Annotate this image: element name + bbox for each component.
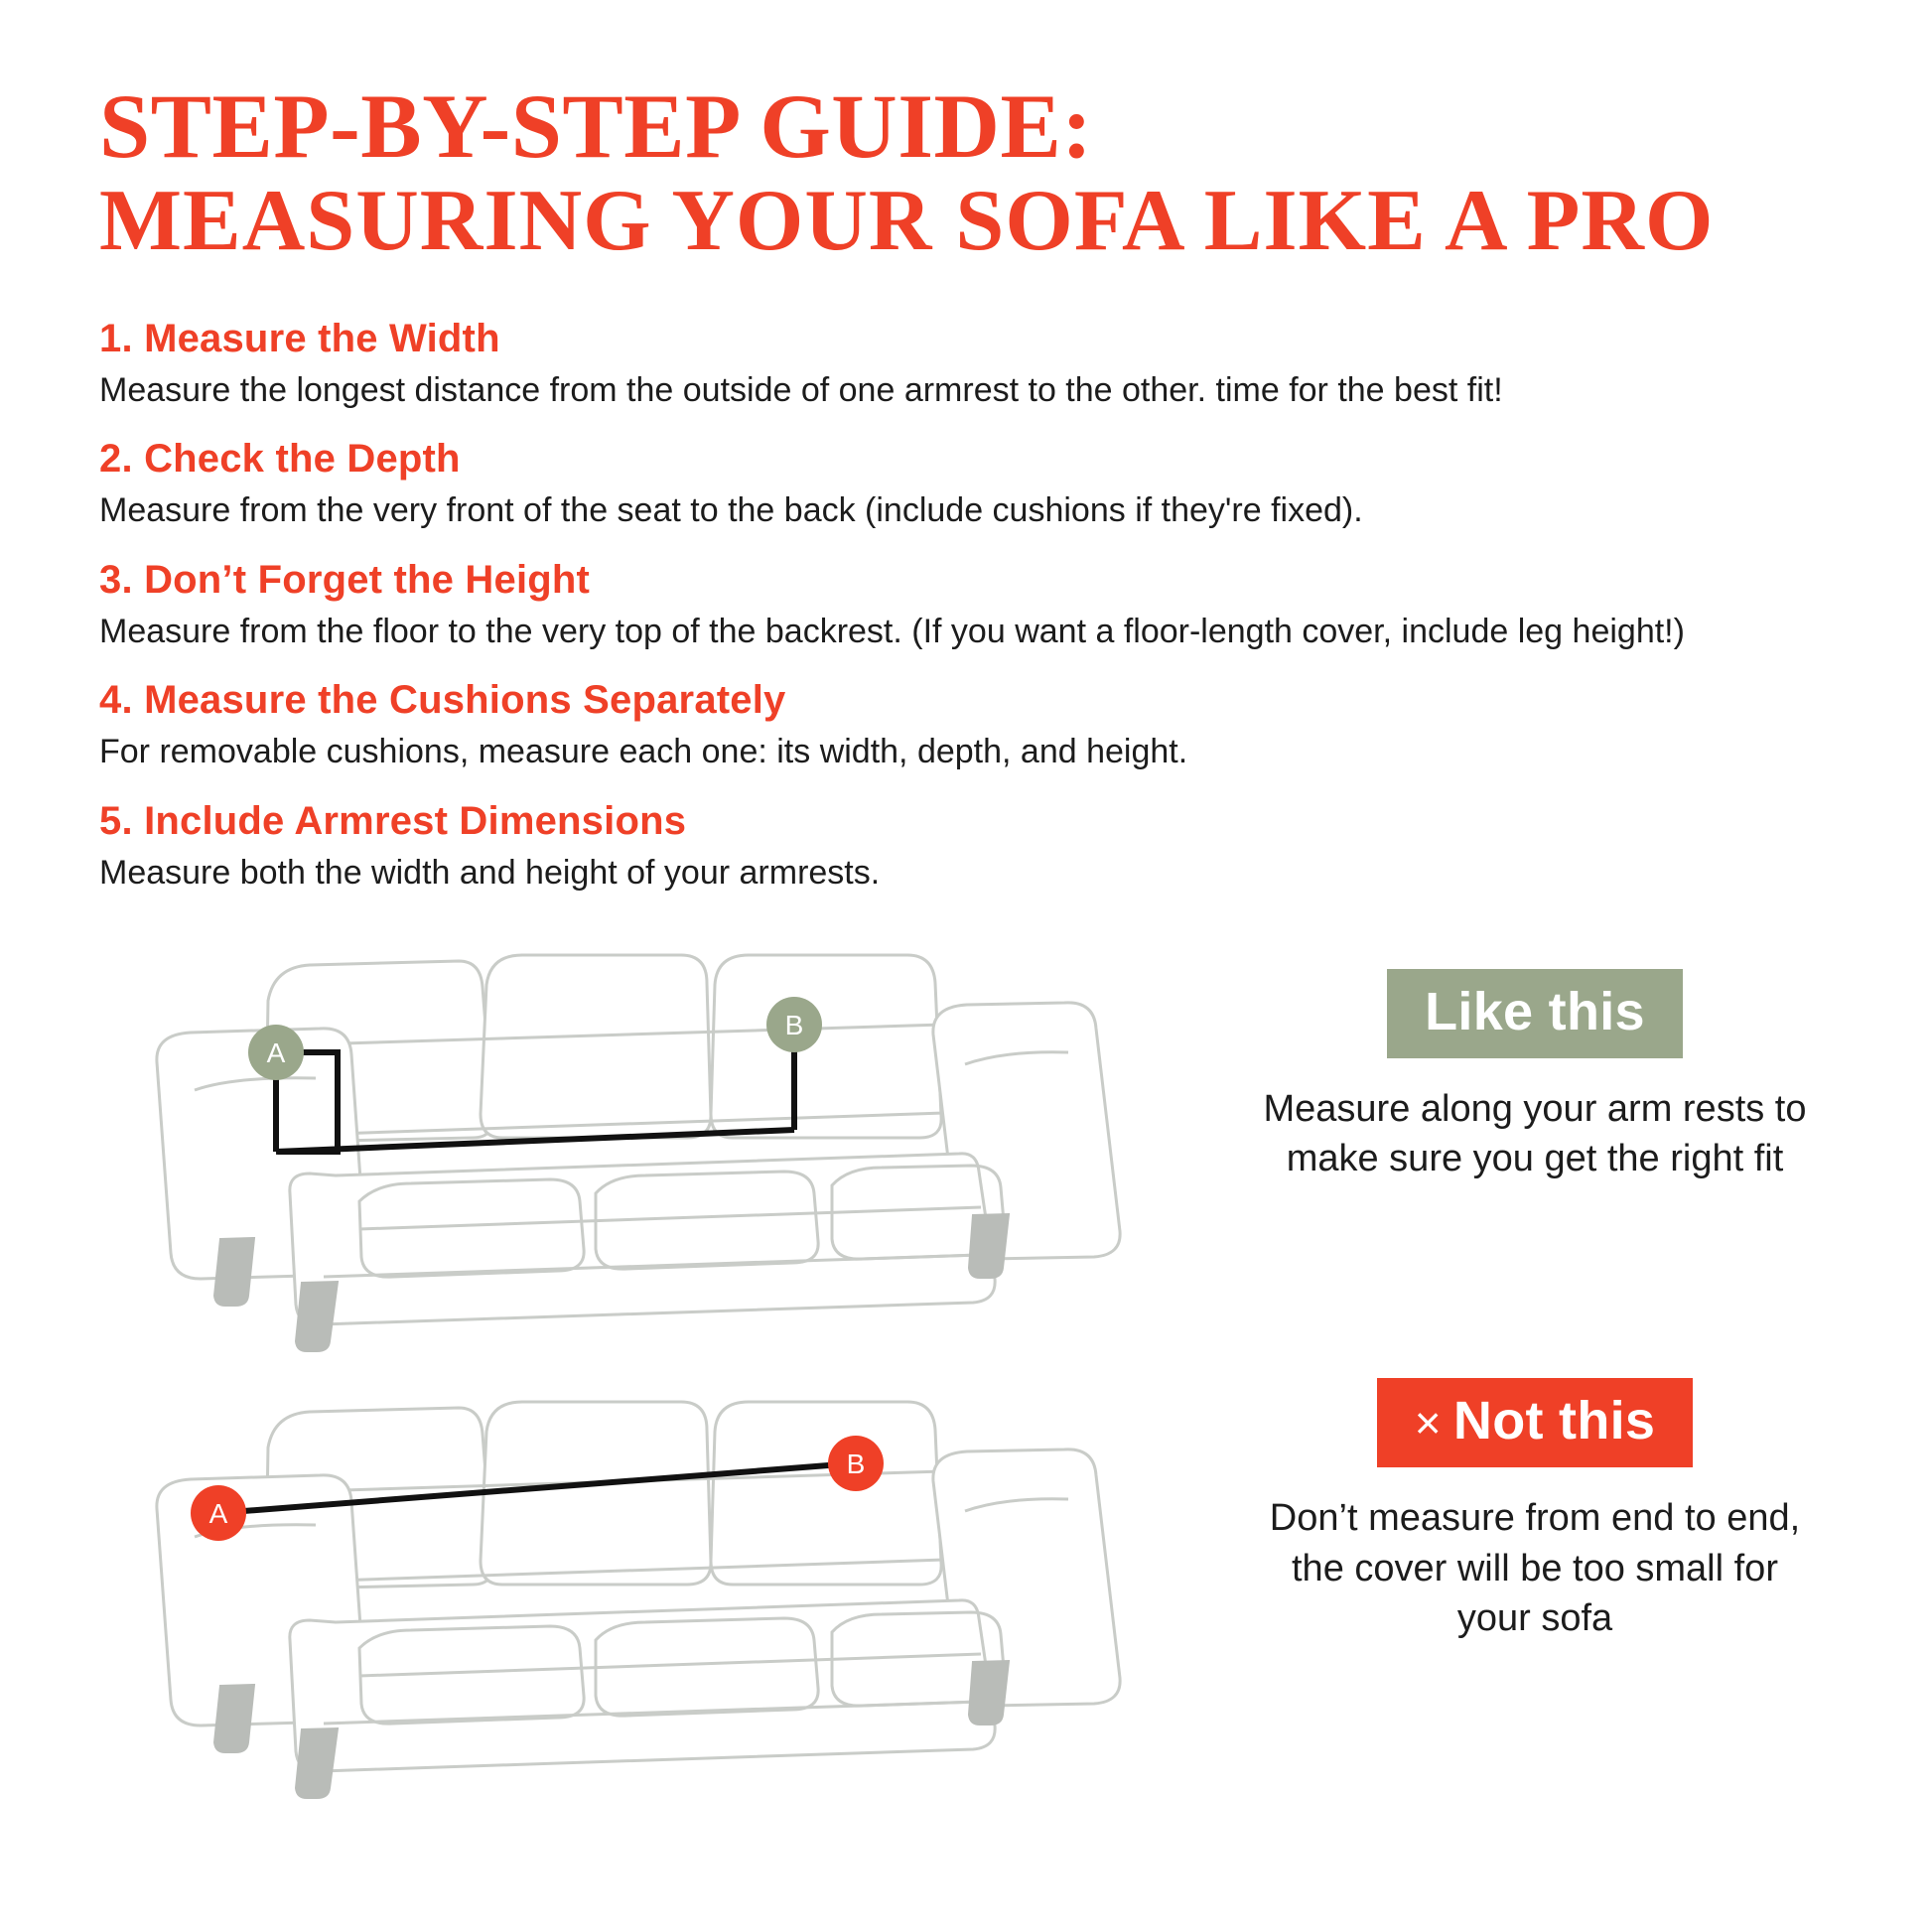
step-3-body: Measure from the floor to the very top of the backrest. (If you want a floor-length cover, include leg height!) [99,612,1685,650]
marker-b-correct-label: B [784,1010,804,1041]
step-item-1 [99,317,1833,412]
title-line-2: MEASURING YOUR SOFA LIKE A PRO [99,173,1715,270]
like-this-badge: Like this [1387,969,1683,1058]
step-1-heading: 1. Measure the Width [99,316,500,360]
not-this-badge [1377,1378,1694,1467]
marker-a-correct-label: A [266,1037,286,1069]
step-4-heading: 4. Measure the Cushions Separately [99,678,786,723]
step-2-body: Measure from the very front of the seat to the back (include cushions if they're fixed). [99,491,1363,530]
not-this-text: Don’t measure from end to end, the cover will be too small for your sofa [1269,1497,1801,1639]
step-item-3 [99,558,1833,653]
badge-row-like [1237,969,1833,1058]
marker-b-incorrect-label: B [846,1449,866,1480]
like-this-text: Measure along your arm rests to make sure you get the right fit [1263,1088,1807,1180]
steps-list [99,317,1833,895]
step-1-body: Measure the longest distance from the outside of one armrest to the other. time for the best fit! [99,370,1503,409]
step-5-body: Measure both the width and height of your armrests. [99,853,881,892]
sofa-diagram-correct [99,941,1211,1358]
notes-column [1211,941,1833,1805]
step-4-body: For removable cushions, measure each one: its width, depth, and height. [99,733,1188,771]
step-5-heading: 5. Include Armrest Dimensions [99,798,687,843]
sofa-diagram-incorrect [99,1388,1211,1805]
title-line-1: STEP-BY-STEP GUIDE: [99,75,1093,177]
step-3-heading: 3. Don’t Forget the Height [99,557,591,602]
page-title [99,0,1833,269]
note-not-this [1237,1378,1833,1642]
step-item-2 [99,437,1833,532]
step-2-heading: 2. Check the Depth [99,437,461,482]
note-like-this [1237,969,1833,1183]
diagram-section [99,941,1833,1805]
marker-a-incorrect-label: A [208,1498,228,1530]
not-this-badge-label: Not this [1452,1391,1656,1451]
step-item-5 [99,799,1833,895]
badge-row-not [1237,1378,1833,1467]
step-item-4 [99,678,1833,773]
sofa-illustrations [99,941,1211,1805]
close-icon: × [1414,1397,1442,1449]
